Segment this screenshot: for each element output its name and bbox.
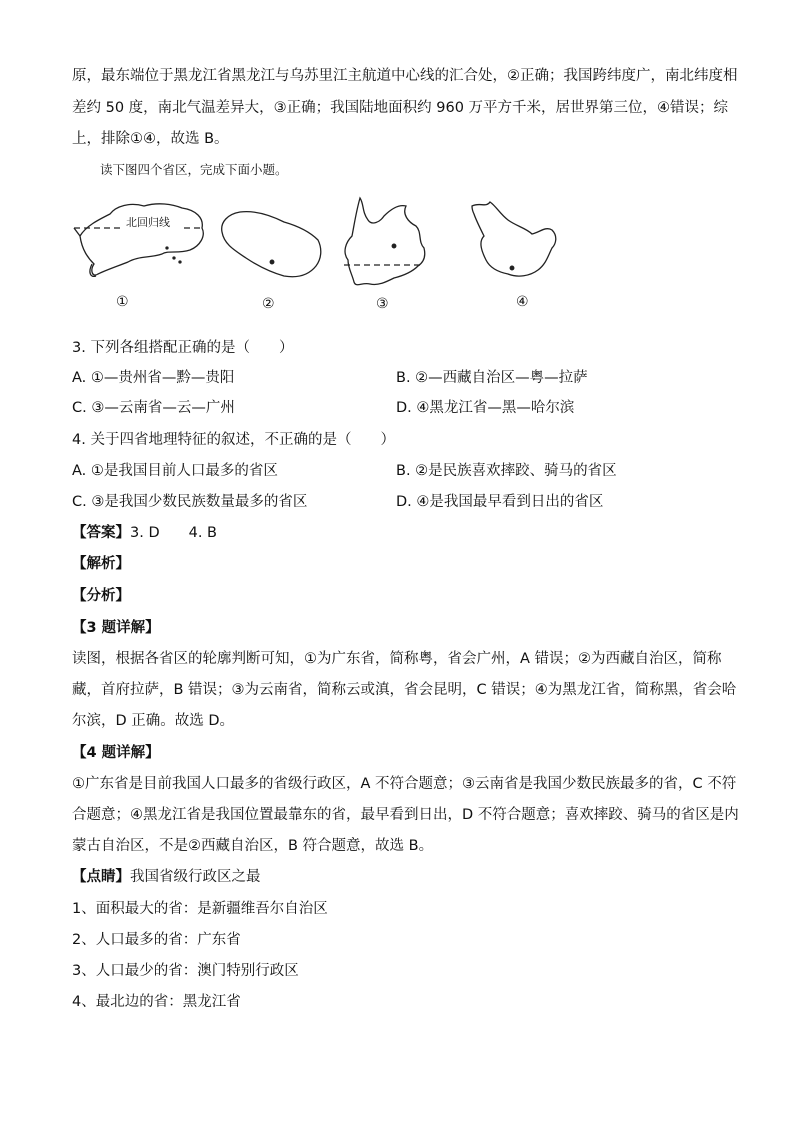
fenxi-tag: 【分析】 xyxy=(72,588,130,604)
tropic-of-cancer-label: 北回归线 xyxy=(126,216,170,229)
dianjing-tag: 【点睛】 xyxy=(72,869,130,885)
map-label-3: ③ xyxy=(376,296,389,312)
dianjing-item-4: 4、最北边的省：黑龙江省 xyxy=(72,994,241,1010)
question-4-stem: 4. 关于四省地理特征的叙述，不正确的是（ ） xyxy=(72,432,395,448)
dianjing-item-3: 3、人口最少的省：澳门特别行政区 xyxy=(72,963,299,979)
question-3-detail-line-2: 藏，首府拉萨，B 错误；③为云南省，简称云或滇，省会昆明，C 错误；④为黑龙江省，简称黑，省会哈 xyxy=(72,682,737,698)
dianjing-line xyxy=(72,867,261,887)
dianjing-title: 我国省级行政区之最 xyxy=(130,869,261,885)
prev-analysis-line-3: 上，排除①④，故选 B。 xyxy=(72,131,229,147)
dianjing-item-2: 2、人口最多的省：广东省 xyxy=(72,932,241,948)
question-3-detail-line-3: 尔滨，D 正确。故选 D。 xyxy=(72,713,235,729)
question-4-option-d: D. ④是我国最早看到日出的省区 xyxy=(396,494,604,510)
answer-line xyxy=(72,523,217,543)
question-3-detail-line-1: 读图，根据各省区的轮廓判断可知，①为广东省，简称粤，省会广州，A 错误；②为西藏自治区，简称 xyxy=(72,651,722,667)
province-maps-svg xyxy=(72,192,592,322)
map-label-1: ① xyxy=(116,294,129,310)
question-4-option-a: A. ①是我国目前人口最多的省区 xyxy=(72,463,278,479)
map-yunnan-outline xyxy=(344,198,425,285)
analysis-tag: 【解析】 xyxy=(72,556,130,572)
question-intro: 读下图四个省区，完成下面小题。 xyxy=(100,162,288,177)
answer-tag: 【答案】 xyxy=(72,525,130,541)
prev-analysis-line-2: 差约 50 度，南北气温差异大，③正确；我国陆地面积约 960 万平方千米，居世界第三位，④错误；综 xyxy=(72,100,729,116)
question-4-detail-line-1: ①广东省是目前我国人口最多的省级行政区，A 不符合题意；③云南省是我国少数民族最多的省，C 不符 xyxy=(72,776,737,792)
question-3-option-c: C. ③—云南省—云—广州 xyxy=(72,400,235,416)
question-3-option-b: B. ②—西藏自治区—粤—拉萨 xyxy=(396,370,588,386)
prev-analysis-line-1: 原，最东端位于黑龙江省黑龙江与乌苏里江主航道中心线的汇合处，②正确；我国跨纬度广，南北纬度相 xyxy=(72,68,738,84)
province-maps-figure xyxy=(72,192,592,322)
question-3-detail-tag: 【3 题详解】 xyxy=(72,620,160,636)
dianjing-item-1: 1、面积最大的省：是新疆维吾尔自治区 xyxy=(72,901,328,917)
answer-value: 3. D 4. B xyxy=(130,525,217,541)
question-3-option-d: D. ④黑龙江省—黑—哈尔滨 xyxy=(396,400,575,416)
map-label-2: ② xyxy=(262,296,275,312)
question-3-stem: 3. 下列各组搭配正确的是（ ） xyxy=(72,340,294,356)
question-4-detail-tag: 【4 题详解】 xyxy=(72,745,160,761)
map-heilongjiang-outline xyxy=(472,202,556,276)
map-label-4: ④ xyxy=(516,294,529,310)
question-4-option-c: C. ③是我国少数民族数量最多的省区 xyxy=(72,494,308,510)
question-4-option-b: B. ②是民族喜欢摔跤、骑马的省区 xyxy=(396,463,617,479)
question-3-option-a: A. ①—贵州省—黔—贵阳 xyxy=(72,370,235,386)
map-tibet-outline xyxy=(222,212,321,277)
question-4-detail-line-3: 蒙古自治区，不是②西藏自治区，B 符合题意，故选 B。 xyxy=(72,838,434,854)
question-4-detail-line-2: 合题意；④黑龙江省是我国位置最靠东的省，最早看到日出，D 不符合题意；喜欢摔跤、骑马的省区是内 xyxy=(72,807,739,823)
